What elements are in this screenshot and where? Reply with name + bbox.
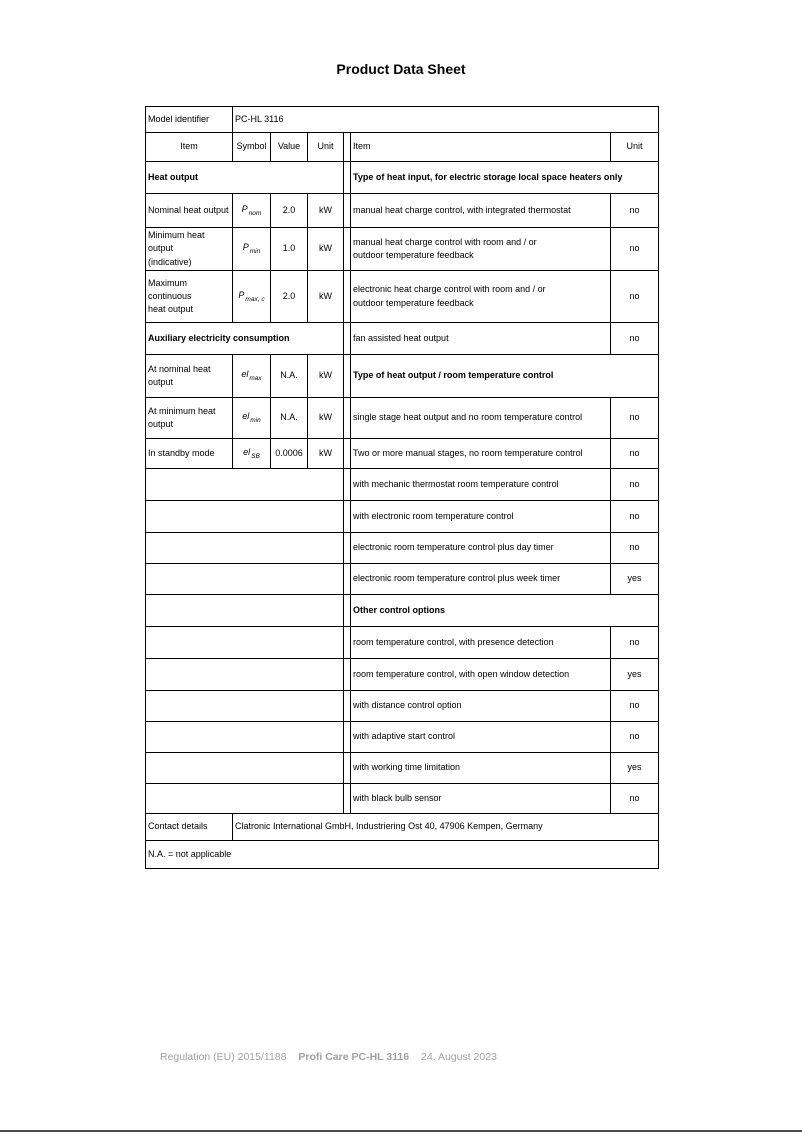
answer-cell: yes xyxy=(611,564,659,595)
table-row xyxy=(146,753,659,784)
header-unit-right: Unit xyxy=(611,133,659,162)
footer-regulation: Regulation (EU) 2015/1188 xyxy=(160,1051,287,1063)
table-row xyxy=(146,439,659,469)
answer-cell: no xyxy=(611,784,659,814)
spacer-cell xyxy=(344,501,351,533)
item-line: Minimum heat output xyxy=(148,230,205,254)
header-item-left: Item xyxy=(146,133,233,162)
table-row xyxy=(146,162,659,194)
empty-cell xyxy=(146,501,344,533)
spacer-cell xyxy=(344,133,351,162)
table-row xyxy=(146,323,659,355)
empty-cell xyxy=(146,595,344,627)
item-line: (indicative) xyxy=(148,256,192,267)
spacer-cell xyxy=(344,469,351,501)
symbol-cell xyxy=(233,271,271,323)
description-cell xyxy=(351,228,611,271)
value-cell: 1.0 xyxy=(271,228,308,271)
table-row xyxy=(146,595,659,627)
table-row xyxy=(146,271,659,323)
item-line: continuous xyxy=(148,290,192,301)
symbol-subscript: max xyxy=(249,375,262,383)
unit-cell: kW xyxy=(308,271,344,323)
answer-cell: yes xyxy=(611,753,659,784)
footnote-row xyxy=(146,841,659,869)
description-cell xyxy=(351,271,611,323)
spacer-cell xyxy=(344,439,351,469)
description-cell: electronic room temperature control plus week timer xyxy=(351,564,611,595)
column-header-row xyxy=(146,133,659,162)
table-row xyxy=(146,228,659,271)
answer-cell: no xyxy=(611,469,659,501)
empty-cell xyxy=(146,691,344,722)
spacer-cell xyxy=(344,691,351,722)
table-row xyxy=(146,355,659,398)
model-identifier-value: PC-HL 3116 xyxy=(233,107,659,133)
answer-cell: no xyxy=(611,228,659,271)
spacer-cell xyxy=(344,595,351,627)
answer-cell: no xyxy=(611,627,659,659)
na-footnote: N.A. = not applicable xyxy=(146,841,659,869)
item-line: At nominal heat xyxy=(148,363,211,374)
unit-cell: kW xyxy=(308,355,344,398)
contact-details-value: Clatronic International GmbH, Industriering Ost 40, 47906 Kempen, Germany xyxy=(233,814,659,841)
value-cell: 2.0 xyxy=(271,271,308,323)
value-cell: 0.0006 xyxy=(271,439,308,469)
table-row xyxy=(146,627,659,659)
spacer-cell xyxy=(344,398,351,439)
symbol-cell xyxy=(233,439,271,469)
header-symbol: Symbol xyxy=(233,133,271,162)
spacer-cell xyxy=(344,228,351,271)
item-cell: Nominal heat output xyxy=(146,194,233,228)
item-cell xyxy=(146,355,233,398)
value-cell: N.A. xyxy=(271,355,308,398)
page-title: Product Data Sheet xyxy=(336,61,466,77)
section-auxiliary-electricity: Auxiliary electricity consumption xyxy=(146,323,344,355)
section-heat-input-type: Type of heat input, for electric storage local space heaters only xyxy=(351,162,659,194)
item-cell: In standby mode xyxy=(146,439,233,469)
table-row xyxy=(146,398,659,439)
description-cell: electronic room temperature control plus day timer xyxy=(351,533,611,564)
empty-cell xyxy=(146,722,344,753)
table-row xyxy=(146,564,659,595)
table-row xyxy=(146,501,659,533)
item-cell xyxy=(146,398,233,439)
description-cell: manual heat charge control, with integrated thermostat xyxy=(351,194,611,228)
contact-details-label: Contact details xyxy=(146,814,233,841)
description-cell: with electronic room temperature control xyxy=(351,501,611,533)
description-line: outdoor temperature feedback xyxy=(353,250,474,260)
value-cell: 2.0 xyxy=(271,194,308,228)
symbol-cell xyxy=(233,398,271,439)
unit-cell: kW xyxy=(308,398,344,439)
table-row xyxy=(146,722,659,753)
symbol-base: el xyxy=(242,411,250,422)
spacer-cell xyxy=(344,784,351,814)
item-line: At minimum heat xyxy=(148,405,216,416)
header-item-right: Item xyxy=(351,133,611,162)
answer-cell: no xyxy=(611,691,659,722)
empty-cell xyxy=(146,533,344,564)
symbol-cell xyxy=(233,194,271,228)
symbol-base: P xyxy=(238,289,245,300)
section-other-control-options: Other control options xyxy=(351,595,659,627)
section-heat-output-control: Type of heat output / room temperature control xyxy=(351,355,659,398)
symbol-subscript: min xyxy=(249,248,261,256)
unit-cell: kW xyxy=(308,228,344,271)
spacer-cell xyxy=(344,722,351,753)
answer-cell: no xyxy=(611,501,659,533)
description-cell: single stage heat output and no room temperature control xyxy=(351,398,611,439)
spacer-cell xyxy=(344,271,351,323)
empty-cell xyxy=(146,469,344,501)
symbol-subscript: min xyxy=(250,417,261,425)
item-cell xyxy=(146,271,233,323)
symbol-base: el xyxy=(243,446,251,457)
spacer-cell xyxy=(344,753,351,784)
description-cell: with mechanic thermostat room temperature control xyxy=(351,469,611,501)
description-cell: with adaptive start control xyxy=(351,722,611,753)
table-row xyxy=(146,784,659,814)
answer-cell: no xyxy=(611,271,659,323)
model-identifier-row xyxy=(146,107,659,133)
spacer-cell xyxy=(344,659,351,691)
value-cell: N.A. xyxy=(271,398,308,439)
footer-product: Profi Care PC-HL 3116 xyxy=(298,1051,410,1063)
answer-cell: no xyxy=(611,194,659,228)
symbol-subscript: SB xyxy=(251,452,260,460)
symbol-subscript: nom xyxy=(248,209,262,217)
spacer-cell xyxy=(344,355,351,398)
item-line: heat output xyxy=(148,304,194,315)
unit-cell: kW xyxy=(308,439,344,469)
spacer-cell xyxy=(344,564,351,595)
page-bottom-border xyxy=(0,1130,802,1132)
table-row xyxy=(146,469,659,501)
header-value: Value xyxy=(271,133,308,162)
table-row xyxy=(146,659,659,691)
symbol-cell xyxy=(233,228,271,271)
empty-cell xyxy=(146,564,344,595)
spacer-cell xyxy=(344,194,351,228)
spacer-cell xyxy=(344,162,351,194)
item-line: Maximum xyxy=(148,277,188,288)
spacer-cell xyxy=(344,533,351,564)
unit-cell: kW xyxy=(308,194,344,228)
table-row xyxy=(146,691,659,722)
answer-cell: yes xyxy=(611,659,659,691)
empty-cell xyxy=(146,659,344,691)
footer-date: 24. August 2023 xyxy=(421,1051,497,1063)
description-cell: Two or more manual stages, no room temperature control xyxy=(351,439,611,469)
answer-cell: no xyxy=(611,439,659,469)
description-line: manual heat charge control with room and / or xyxy=(353,236,537,247)
symbol-cell xyxy=(233,355,271,398)
answer-cell: no xyxy=(611,533,659,564)
description-cell: with distance control option xyxy=(351,691,611,722)
model-identifier-label: Model identifier xyxy=(146,107,233,133)
item-line: output xyxy=(148,377,174,387)
symbol-subscript: max, c xyxy=(245,295,265,303)
symbol-base: el xyxy=(241,369,249,380)
description-line: electronic heat charge control with room and / or xyxy=(353,284,546,295)
item-line: output xyxy=(148,419,174,429)
description-cell: with working time limitation xyxy=(351,753,611,784)
spacer-cell xyxy=(344,323,351,355)
empty-cell xyxy=(146,753,344,784)
product-data-table xyxy=(145,106,659,869)
description-cell: room temperature control, with presence detection xyxy=(351,627,611,659)
section-heat-output: Heat output xyxy=(146,162,344,194)
table-row xyxy=(146,194,659,228)
description-cell: with black bulb sensor xyxy=(351,784,611,814)
answer-cell: no xyxy=(611,398,659,439)
answer-cell: no xyxy=(611,323,659,355)
empty-cell xyxy=(146,627,344,659)
description-cell: fan assisted heat output xyxy=(351,323,611,355)
table-row xyxy=(146,533,659,564)
answer-cell: no xyxy=(611,722,659,753)
header-unit-left: Unit xyxy=(308,133,344,162)
empty-cell xyxy=(146,784,344,814)
description-line: outdoor temperature feedback xyxy=(353,297,474,308)
contact-details-row xyxy=(146,814,659,841)
item-cell xyxy=(146,228,233,271)
symbol-base: P xyxy=(242,242,249,253)
description-cell: room temperature control, with open window detection xyxy=(351,659,611,691)
spacer-cell xyxy=(344,627,351,659)
page-footer xyxy=(160,1051,506,1063)
symbol-base: P xyxy=(241,203,248,214)
